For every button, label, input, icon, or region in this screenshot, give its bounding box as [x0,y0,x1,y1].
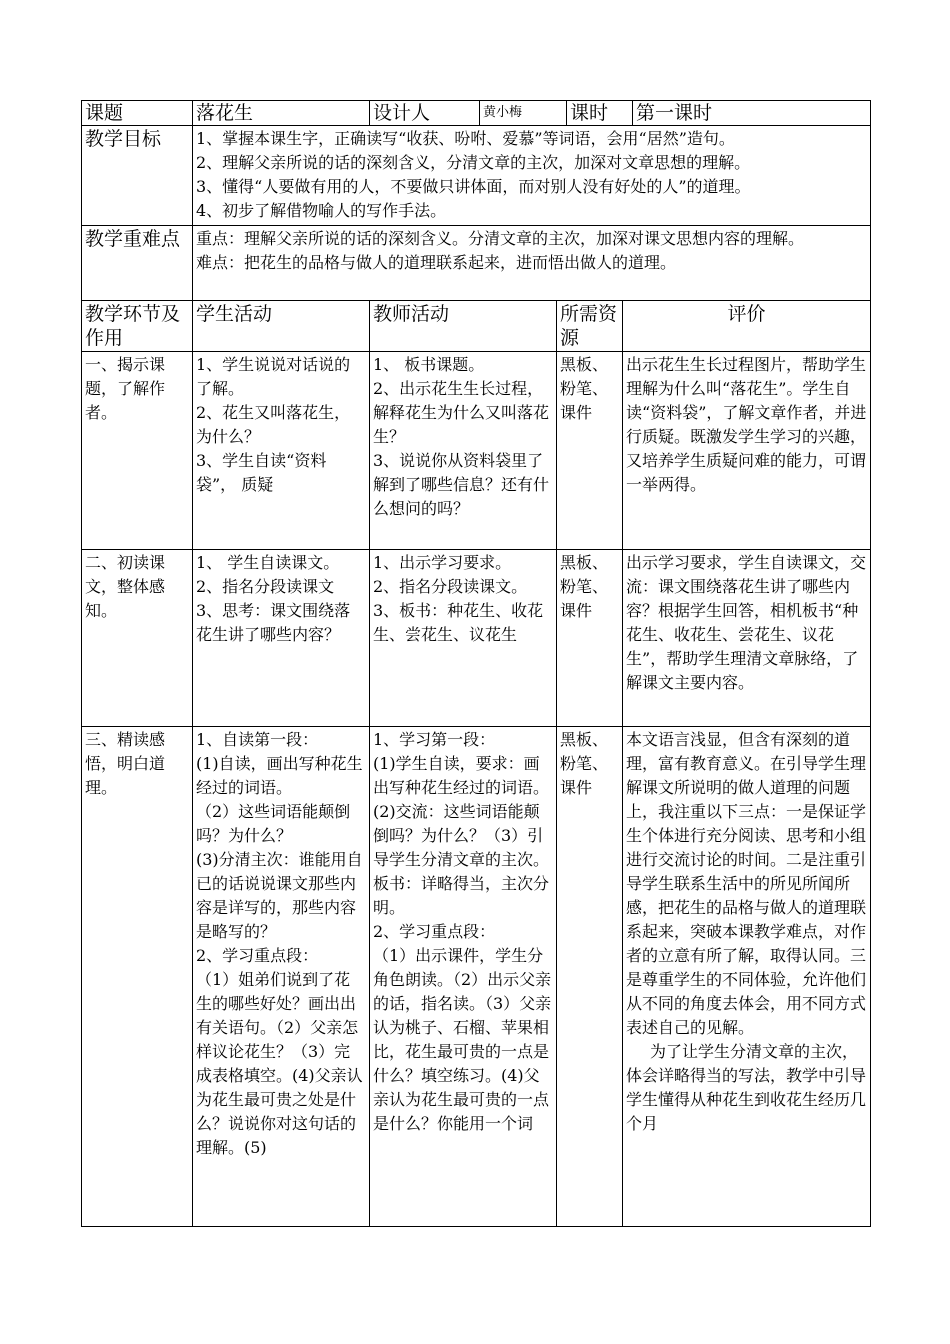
teacher-item: 2、出示花生生长过程，解释花生为什么又叫落花生？ [373,379,550,446]
teacher-cell [370,727,557,1227]
resources-cell: 黑板、粉笔、课件 [557,352,623,550]
student-item: 2、指名分段读课文 [196,577,335,596]
student-item: (1)自读，画出写种花生经过的词语。 [196,754,363,797]
stage-row-2 [82,550,871,727]
columns-row [82,301,871,352]
stage-cell: 一、揭示课题，了解作者。 [82,352,193,550]
teacher-item: (1)学生自读，要求：画出写种花生经过的词语。(2)交流：这些词语能颠倒吗？为什么？（3）引导学生分清文章的主次。板书：详略得当，主次分明。 [373,754,550,917]
student-cell [193,550,370,727]
evaluation-text: 出示花生生长过程图片，帮助学生理解为什么叫“落花生”。学生自读“资料袋”，了解文章作者，并进行质疑。既激发学生学习的兴趣，又培养学生质疑问难的能力，可谓一举两得。 [626,355,867,494]
stage-cell: 三、精读感悟，明白道理。 [82,727,193,1227]
teacher-item: 1、 板书课题。 [373,355,485,374]
topic-label: 课题 [82,101,193,126]
teacher-item: 1、出示学习要求。 [373,553,512,572]
goals-label: 教学目标 [82,126,193,226]
col-student: 学生活动 [193,301,370,352]
resources-cell: 黑板、粉笔、课件 [557,550,623,727]
col-teacher: 教师活动 [370,301,557,352]
teacher-item: 2、指名分段读课文。3、板书：种花生、收花生、尝花生、议花生 [373,577,544,644]
stage-row-1 [82,352,871,550]
student-cell [193,352,370,550]
student-cell [193,727,370,1227]
goal-item: 2、理解父亲所说的话的深刻含义，分清文章的主次，加深对文章思想的理解。 [196,153,751,172]
student-item: 2、学习重点段： [196,946,319,965]
lesson-plan-table [81,100,871,1227]
designer-value: 黄小梅 [480,101,567,126]
goals-row [82,126,871,226]
topic-value: 落花生 [193,101,370,126]
evaluation-text: 本文语言浅显，但含有深刻的道理，富有教育意义。在引导学生理解课文所说明的做人道理的问题上，我注重以下三点：一是保证学生个体进行充分阅读、思考和小组进行交流讨论的时间。二是注重引导学生联系生活中的所见所闻所感，把花生的品格与做人的道理联系起来，突破本课教学难点，对作者的立意有所了解，取得认同。三是尊重学生的不同体验，允许他们从不同的角度去体会，用不同方式表述自己的见解。 [626,730,867,1037]
goals-content [193,126,871,226]
student-item: 1、 学生自读课文。 [196,553,340,572]
col-resources: 所需资源 [557,301,623,352]
header-row [82,101,871,126]
period-label: 课时 [567,101,633,126]
teacher-item: 2、学习重点段： [373,922,496,941]
resources-cell: 黑板、粉笔、课件 [557,727,623,1227]
teacher-item: （1）出示课件，学生分角色朗读。（2）出示父亲的话，指名读。（3）父亲认为桃子、石榴、苹果相比，花生最可贵的一点是什么？填空练习。(4)父亲认为花生最可贵的一点是什么？你能用一个词 [373,946,552,1133]
key-points-label: 教学重难点 [82,226,193,301]
student-item: （1）姐弟们说到了花生的哪些好处？画出出有关语句。（2）父亲怎样议论花生？（3）完成表格填空。(4)父亲认为花生最可贵之处是什么？说说你对这句话的理解。(5) [196,970,363,1157]
teacher-item: 1、学习第一段： [373,730,496,749]
student-item: 2、花生又叫落花生，为什么？ [196,403,351,446]
focus-text: 重点：理解父亲所说的话的深刻含义。分清文章的主次，加深对课文思想内容的理解。 [196,229,805,248]
key-points-row [82,226,871,301]
key-points-content [193,226,871,301]
evaluation-cell [623,727,871,1227]
goal-item: 3、懂得“人要做有用的人，不要做只讲体面，而对别人没有好处的人”的道理。 [196,177,751,196]
col-evaluation: 评价 [623,301,871,352]
goal-item: 1、掌握本课生字，正确读写“收获、吩咐、爱慕”等词语，会用“居然”造句。 [196,129,735,148]
difficulty-text: 难点：把花生的品格与做人的道理联系起来，进而悟出做人的道理。 [196,253,677,272]
designer-label: 设计人 [370,101,480,126]
student-item: 1、自读第一段： [196,730,319,749]
student-item: 3、学生自读“资料袋”， 质疑 [196,451,327,494]
stage-cell: 二、初读课文，整体感知。 [82,550,193,727]
evaluation-text: 出示学习要求，学生自读课文，交流：课文围绕落花生讲了哪些内容？根据学生回答，相机板书“种花生、收花生、尝花生、议花生”，帮助学生理清文章脉络，了解课文主要内容。 [626,553,867,692]
evaluation-text: 为了让学生分清文章的主次，体会详略得当的写法，教学中引导学生懂得从种花生到收花生经历几个月 [626,1042,867,1133]
student-item: （2）这些词语能颠倒吗？为什么？ [196,802,351,845]
period-value: 第一课时 [633,101,871,126]
student-item: 1、学生说说对话说的了解。 [196,355,351,398]
teacher-cell [370,352,557,550]
stage-row-3 [82,727,871,1227]
teacher-cell [370,550,557,727]
teacher-item: 3、说说你从资料袋里了解到了哪些信息？还有什么想问的吗？ [373,451,550,518]
evaluation-cell [623,352,871,550]
col-stage: 教学环节及作用 [82,301,193,352]
goal-item: 4、初步了解借物喻人的写作手法。 [196,201,447,220]
evaluation-cell [623,550,871,727]
student-item: 3、思考：课文围绕落花生讲了哪些内容？ [196,601,351,644]
student-item: (3)分清主次：谁能用自已的话说说课文那些内容是详写的，那些内容是略写的？ [196,850,363,941]
